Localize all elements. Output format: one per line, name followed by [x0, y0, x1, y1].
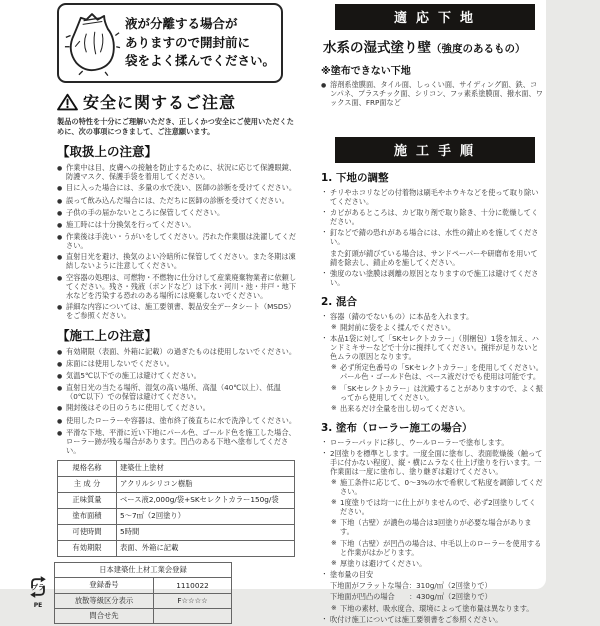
table-row: 有効期限 表面、外箱に記載 — [58, 540, 295, 556]
table-row: 正味質量 ベース液2,000g/袋+SKセレクトカラー150g/袋 — [58, 492, 295, 508]
step-item: ・ ローラーパッドに移し、ウールローラーで塗布します。 — [321, 437, 509, 447]
table-row: 問合せ先 — [55, 608, 232, 623]
bullet-icon: ● — [57, 348, 63, 356]
step-item: ※ 「SKセレクトカラー」は沈殿することがありますので、よく振ってから使用してください。 — [331, 383, 543, 402]
step-item coverage-flat: 下地面がフラットな場合：310g/㎡（2回塗りで） — [330, 581, 492, 591]
dot-marker: ・ — [321, 334, 328, 343]
kome-marker: ※ — [331, 538, 337, 547]
step-item: ※ 厚塗りは避けてください。 — [331, 558, 427, 568]
safety-heading — [57, 90, 297, 113]
dot-marker: ・ — [321, 311, 328, 320]
step-item: ・ 塗布量の目安 — [321, 570, 374, 579]
dot-marker: ・ — [321, 614, 328, 623]
step-item: ・ 釘などで錆の恐れがある場合には、水性の錆止めを施してください。 — [321, 228, 539, 247]
note-item: ● 詳細な内容については、施工要領書、製品安全データシート（MSDS）をご参照ください。 — [57, 301, 296, 320]
kome-marker: ※ — [331, 322, 337, 331]
note-item: ● 気温5℃以下での施工は避けてください。 — [57, 371, 201, 381]
handling-notes-list — [57, 163, 297, 320]
kome-marker: ※ — [331, 558, 337, 567]
bullet-icon: ● — [57, 234, 63, 242]
substrate-banner: 適応下地 — [335, 4, 535, 30]
ng-substrate-title: ※塗布できない下地 — [321, 66, 411, 77]
kome-marker: ※ — [331, 478, 337, 487]
kome-marker: ※ — [331, 498, 337, 507]
step-item: また釘頭が錆びている場合は、サンドペーパーや研磨布を用いて錆を除去し、錆止めを施してください。 — [321, 249, 543, 267]
step-item: ※ 開封前に袋をよく揉んでください。 — [331, 322, 456, 332]
plastic-recycle-mark — [27, 575, 49, 609]
substrate-title-note: （強度のあるもの） — [431, 43, 526, 55]
bullet-icon: ● — [57, 360, 63, 368]
step-item: ・ 2回塗りを標準とします。一度全面に塗布し、表面乾燥後（触って手に付かない程度）、縦・横にムラなく仕上げ塗りを行います。一作業面は一度に塗布し、塗り継ぎは避けてください。 — [321, 448, 543, 476]
shake-line: ありますので開封前に — [125, 34, 251, 50]
note-item: ● 平滑な下地、平滑に近い下地にパール色、ゴールド色を施工した場合、ローラー跡が残る場合があります。凹凸のある下地へ塗布してください。 — [57, 427, 296, 455]
note-item: ● 誤って飲み込んだ場合には、ただちに医師の診断を受けてください。 — [57, 195, 289, 205]
spec-table — [57, 460, 295, 557]
handling-notes-title: 【取扱上の注意】 — [57, 144, 158, 160]
step-item: ※ 出来るだけ全量を出し切ってください。 — [331, 403, 470, 413]
safety-intro: 製品の特性を十分にご理解いただき、正しくかつ安全にご使用いただくために、次の事項につきまして、ご注意願います。 — [57, 117, 294, 136]
bullet-icon: ● — [57, 254, 63, 262]
table-row: 規格名称 建築仕上塗材 — [58, 460, 295, 476]
bullet-icon: ● — [57, 405, 63, 413]
bullet-icon: ● — [57, 417, 63, 425]
shake-bag-notice-box — [57, 3, 283, 83]
note-item: ● 使用したローラーや容器は、塗布終了後直ちに水で洗浄してください。 — [57, 415, 297, 425]
bullet-icon: ● — [57, 185, 63, 193]
dot-marker — [321, 249, 330, 267]
kneading-bag-icon — [64, 9, 120, 77]
step-item: ・ 強度のない塗膜は剥離の原因となりますので施工は避けてください。 — [321, 268, 539, 287]
note-item: ● 作業中は目、皮膚への接触を防止するために、状況に応じて保護眼鏡、防護マスク、保護手袋を着用してください。 — [57, 163, 297, 182]
step-1-title: 1. 下地の調整 — [321, 172, 389, 184]
application-notes-title: 【施工上の注意】 — [57, 327, 158, 343]
registry-section — [31, 562, 232, 625]
ng-substrate-list — [321, 80, 543, 107]
table-row: 主 成 分 アクリルシリコン樹脂 — [58, 476, 295, 492]
step-item: ※ 下地（古壁）が凹凸の場合は、中毛以上のローラーを使用すると作業がはかどります。 — [331, 538, 542, 557]
dot-marker: ・ — [321, 448, 328, 457]
table-row: 登録番号 1110022 — [55, 578, 232, 593]
table-row: 塗布面積 5〜7㎡（2回塗り） — [58, 508, 295, 524]
kome-marker: ※ — [331, 363, 337, 372]
note-item: ● 空容器の処理は、可燃物・不燃物に仕分けして産業廃棄物業者に依頼してください。残さ・残液（ボンドなど）は下水・河川・池・井戸・地下水などを汚染する恐れのある場所には廃棄しないでください。 — [57, 272, 297, 300]
application-notes-list — [57, 347, 297, 455]
step-3-title: 3. 塗布（ローラー施工の場合） — [321, 421, 473, 434]
shake-line: 液が分離する場合が — [125, 15, 238, 31]
note-item: ● 施工時には十分換気を行ってください。 — [57, 219, 196, 229]
note-item: ● 溶剤系塗膜面、タイル面、しっくい面、サイディング面、鉄、コンパネ、プラスチック面、シリコン、フッ素系塗膜面、撥水面、ワックス面、FRP面など — [321, 80, 543, 107]
kome-marker: ※ — [331, 383, 337, 392]
recycle-material-label: PE — [33, 601, 43, 609]
dot-marker: ・ — [321, 228, 328, 237]
step-item: ※ 下地の素材、吸水度合、環境によって塗布量は異なります。 — [331, 603, 534, 613]
registry-table-header: 日本建築仕上材工業会登録 — [55, 562, 232, 577]
shake-line: 袋をよく揉んでください。 — [125, 53, 276, 69]
dot-marker: ・ — [321, 268, 328, 277]
note-item: ● 直射日光の当たる場所、湿気の高い場所、高温（40℃以上）、低温（0℃以下）での保管は避けてください。 — [57, 383, 281, 402]
kome-marker: ※ — [331, 518, 337, 527]
dot-marker: ・ — [321, 208, 328, 217]
step-item: ・ チリやホコリなどの付着物は刷毛やホウキなどを使って取り除いてください。 — [321, 188, 539, 206]
step-1-list — [321, 188, 543, 287]
step-item: ※ 下地（古壁）が濃色の場合は3回塗りが必要な場合があります。 — [331, 518, 532, 537]
bullet-icon: ● — [321, 82, 327, 89]
dot-marker: ・ — [321, 188, 328, 196]
note-item: ● 直射日光を避け、換気のよい冷暗所に保管してください。また冬期は凍結しないように注意してください。 — [57, 252, 296, 271]
bullet-icon: ● — [57, 303, 63, 311]
bullet-icon: ● — [57, 429, 63, 437]
step-2-list — [321, 312, 543, 413]
dot-marker: ・ — [321, 437, 328, 446]
step-2-title: 2. 混合 — [321, 295, 357, 308]
bullet-icon: ● — [57, 197, 63, 205]
procedure-banner: 施工手順 — [335, 137, 535, 163]
right-column — [321, 0, 543, 626]
table-row: 放散等級区分表示 F☆☆☆☆ — [55, 593, 232, 608]
step-3-list — [321, 438, 543, 624]
recycle-arrows-icon — [27, 575, 49, 599]
bullet-icon: ● — [57, 165, 63, 173]
left-column — [31, 3, 297, 624]
safety-heading-text: 安全に関するご注意 — [83, 93, 237, 112]
table-row: 可使時間 5時間 — [58, 524, 295, 540]
step-item: ・ 容器（錆のでないもの）に本品を入れます。 — [321, 311, 474, 321]
step-item: ※ 必ず所定色番号の「SKセレクトカラー」を使用してください。パール色・ゴールド色は、ベース液だけでも使用は可能です。 — [331, 363, 543, 382]
step-item: ・ 本品1袋に対して「SKセレクトカラー」（別梱包）1袋を加え、ハンドミキサーなどで十分に撹拌してください。撹拌が足りないと色ムラの原因となります。 — [321, 334, 539, 362]
dot-marker: ・ — [321, 570, 328, 578]
note-item: ● 有効期限（表面、外箱に記載）の過ぎたものは使用しないでください。 — [57, 346, 297, 356]
note-item: ● 目に入った場合には、多量の水で洗い、医師の診断を受けてください。 — [57, 183, 297, 193]
step-item: ※ 1度塗りでは均一に仕上がりませんので、必ず2回塗りしてください。 — [331, 498, 536, 517]
step-item coverage-rough: 下地面が凹凸の場合 ：430g/㎡（2回塗りで） — [330, 592, 492, 602]
bullet-icon: ● — [57, 274, 63, 282]
note-item: ● 開封後はその日のうちに使用してください。 — [57, 403, 210, 413]
bullet-icon: ● — [57, 385, 63, 393]
table-row — [55, 562, 232, 577]
svg-text:プラ: プラ — [31, 583, 45, 592]
note-item: ● 子供の手の届かないところに保管してください。 — [57, 207, 225, 217]
substrate-title: 水系の湿式塗り壁（強度のあるもの） — [323, 40, 526, 56]
note-item: ● 床面には使用しないでください。 — [57, 358, 174, 368]
note-item: ● 作業後は手洗い・うがいをしてください。汚れた作業服は洗濯してください。 — [57, 232, 297, 251]
shake-bag-notice-text — [125, 15, 275, 71]
registry-table — [54, 562, 232, 625]
kome-marker: ※ — [331, 603, 337, 612]
bullet-icon: ● — [57, 221, 63, 229]
warning-triangle-icon — [57, 93, 78, 111]
step-item: ※ 施工条件に応じて、0〜3%の水で希釈して粘度を調節してください。 — [331, 478, 543, 497]
kome-marker: ※ — [331, 403, 337, 412]
step-item: ・ カビがあるところは、カビ取り剤で取り除き、十分に乾燥してください。 — [321, 208, 539, 227]
bullet-icon: ● — [57, 373, 63, 381]
step-item: ・ 吹付け施工については施工要領書をご参照ください。 — [321, 614, 503, 624]
bullet-icon: ● — [57, 209, 63, 217]
